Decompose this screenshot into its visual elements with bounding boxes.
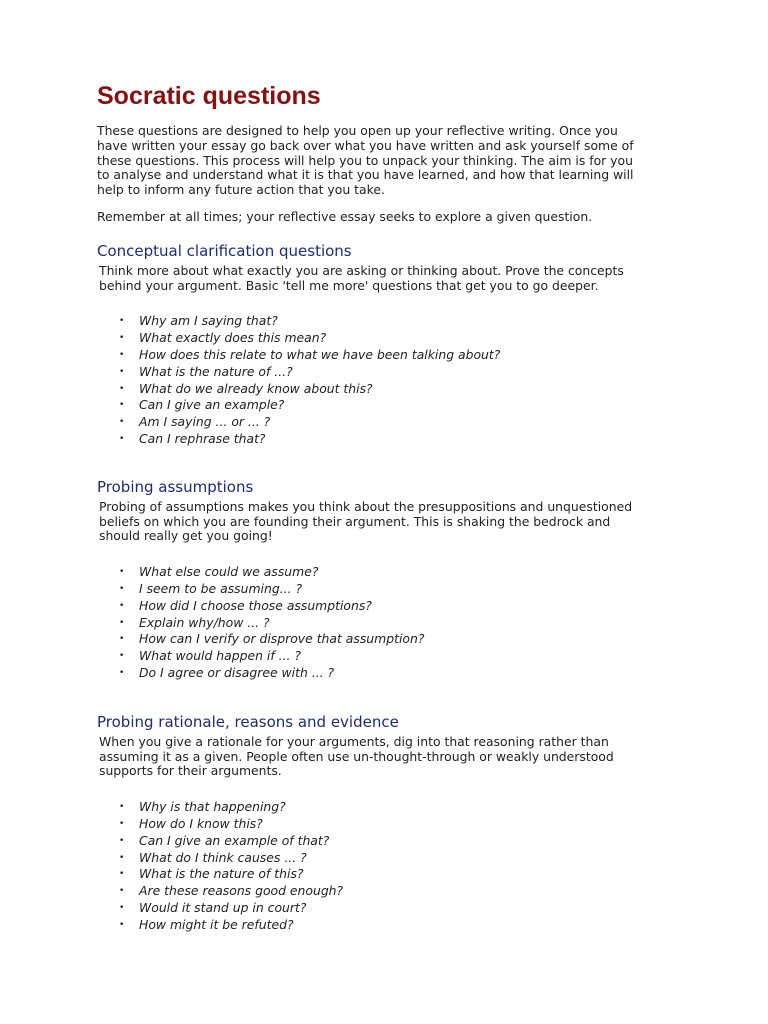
list-item [97,598,677,615]
list-item [97,581,677,598]
question-list [97,564,677,682]
list-item-text: Can I rephrase that? [139,430,266,446]
list-item-text: What is the nature of this? [139,866,304,882]
document-page [97,80,677,933]
list-item-text: I seem to be assuming... ? [139,580,303,596]
list-item-text: Can I give an example? [139,397,285,413]
list-item [97,799,677,816]
list-item-text: Can I give an example of that? [139,832,330,848]
remember-paragraph: Remember at all times; your reflective essay seeks to explore a given question. [97,208,593,224]
section-probing-rationale [97,713,677,934]
bullet-icon: • [119,366,125,377]
bullet-icon: • [119,634,125,645]
list-item-text: How might it be refuted? [139,916,294,932]
list-item [97,414,677,431]
list-item [97,615,677,632]
page-title: Socratic questions [97,82,321,110]
list-item-text: How does this relate to what we have been talking about? [139,346,501,362]
bullet-icon: • [119,567,125,578]
bullet-icon: • [119,583,125,594]
bullet-icon: • [119,667,125,678]
list-item [97,431,677,448]
bullet-icon: • [119,919,125,930]
bullet-icon: • [119,433,125,444]
bullet-icon: • [119,835,125,846]
list-item-text: Do I agree or disagree with ... ? [139,664,335,680]
bullet-icon: • [119,886,125,897]
bullet-icon: • [119,316,125,327]
section-heading: Conceptual clarification questions [97,241,352,260]
list-item [97,665,677,682]
list-item-text: Explain why/how ... ? [139,614,270,630]
list-item-text: What would happen if ... ? [139,648,301,664]
list-item-text: What exactly does this mean? [139,330,327,346]
bullet-icon: • [119,818,125,829]
bullet-icon: • [119,651,125,662]
bullet-icon: • [119,852,125,863]
section-description: Probing of assumptions makes you think about the presuppositions and unquestioned beliefs on which you are founding their argument. This is shaking the bedrock and should really get you going! [99,498,633,544]
list-item-text: How do I know this? [139,815,263,831]
list-item-text: Would it stand up in court? [139,899,307,915]
bullet-icon: • [119,417,125,428]
list-item [97,381,677,398]
list-item [97,883,677,900]
list-item [97,850,677,867]
section-description: Think more about what exactly you are asking or thinking about. Prove the concepts behind your argument. Basic 'tell me more' questions that get you to go deeper. [99,262,624,293]
list-item [97,917,677,934]
list-item [97,330,677,347]
list-item-text: Are these reasons good enough? [139,883,344,899]
list-item [97,900,677,917]
list-item-text: How can I verify or disprove that assumption? [139,631,425,647]
question-list [97,313,677,447]
bullet-icon: • [119,902,125,913]
list-item [97,631,677,648]
section-conceptual-clarification [97,242,677,448]
list-item-text: Am I saying ... or ... ? [139,414,271,430]
list-item [97,833,677,850]
bullet-icon: • [119,349,125,360]
bullet-icon: • [119,600,125,611]
list-item [97,564,677,581]
list-item [97,313,677,330]
bullet-icon: • [119,333,125,344]
list-item-text: How did I choose those assumptions? [139,597,372,613]
section-heading: Probing assumptions [97,477,254,496]
section-heading: Probing rationale, reasons and evidence [97,712,399,731]
bullet-icon: • [119,869,125,880]
list-item-text: What else could we assume? [139,564,319,580]
list-item-text: What do I think causes ... ? [139,849,307,865]
intro-paragraph: These questions are designed to help you open up your reflective writing. Once you have written your essay go back over what you have written and ask yourself some of these questions. This process will help you to unpack your thinking. The aim is for you to analyse and understand what it is that you have learned, and how that learning will help to inform any future action that you take. [97,123,634,198]
list-item [97,866,677,883]
section-description: When you give a rationale for your arguments, dig into that reasoning rather than assuming it as a given. People often use un-thought-through or weakly understood supports for their arguments. [99,733,614,779]
bullet-icon: • [119,617,125,628]
list-item [97,816,677,833]
question-list [97,799,677,933]
list-item [97,648,677,665]
list-item-text: Why am I saying that? [139,313,278,329]
list-item [97,347,677,364]
list-item-text: What is the nature of ...? [139,363,293,379]
list-item-text: Why is that happening? [139,799,286,815]
section-probing-assumptions [97,478,677,682]
list-item-text: What do we already know about this? [139,380,373,396]
list-item [97,364,677,381]
bullet-icon: • [119,802,125,813]
list-item [97,397,677,414]
bullet-icon: • [119,383,125,394]
bullet-icon: • [119,400,125,411]
